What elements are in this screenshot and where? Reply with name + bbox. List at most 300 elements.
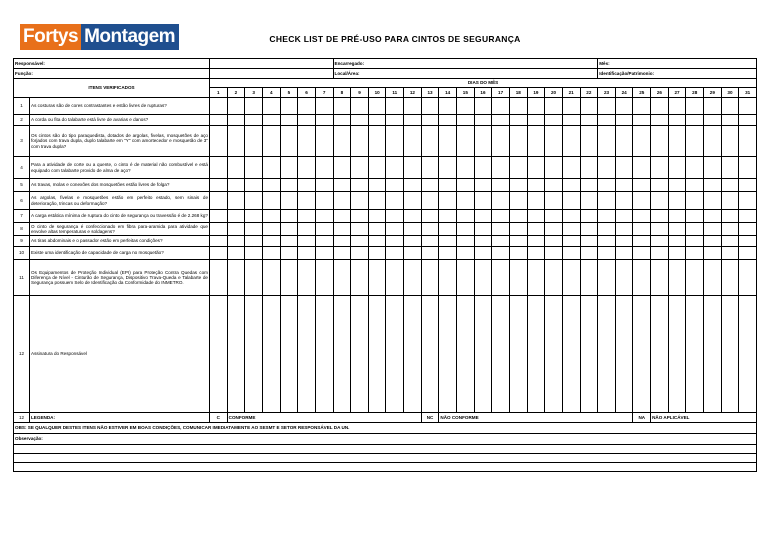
check-cell[interactable] <box>562 192 580 210</box>
check-cell[interactable] <box>527 126 545 157</box>
check-cell[interactable] <box>545 192 563 210</box>
check-cell[interactable] <box>368 192 386 210</box>
check-cell[interactable] <box>633 179 651 192</box>
check-cell[interactable] <box>545 126 563 157</box>
check-cell[interactable] <box>315 179 333 192</box>
check-cell[interactable] <box>615 223 633 236</box>
check-cell[interactable] <box>686 236 704 247</box>
check-cell[interactable] <box>227 210 245 223</box>
check-cell[interactable] <box>633 192 651 210</box>
check-cell[interactable] <box>315 157 333 179</box>
check-cell[interactable] <box>333 210 351 223</box>
check-cell[interactable] <box>598 296 616 413</box>
check-cell[interactable] <box>721 179 739 192</box>
check-cell[interactable] <box>404 236 422 247</box>
check-cell[interactable] <box>439 126 457 157</box>
check-cell[interactable] <box>280 157 298 179</box>
check-cell[interactable] <box>386 179 404 192</box>
check-cell[interactable] <box>739 115 757 126</box>
check-cell[interactable] <box>421 157 439 179</box>
check-cell[interactable] <box>457 157 475 179</box>
check-cell[interactable] <box>386 236 404 247</box>
check-cell[interactable] <box>280 98 298 115</box>
check-cell[interactable] <box>227 192 245 210</box>
check-cell[interactable] <box>210 157 228 179</box>
check-cell[interactable] <box>474 236 492 247</box>
check-cell[interactable] <box>439 247 457 260</box>
check-cell[interactable] <box>492 296 510 413</box>
check-cell[interactable] <box>457 296 475 413</box>
check-cell[interactable] <box>262 126 280 157</box>
check-cell[interactable] <box>421 223 439 236</box>
check-cell[interactable] <box>368 296 386 413</box>
check-cell[interactable] <box>651 210 669 223</box>
check-cell[interactable] <box>333 157 351 179</box>
check-cell[interactable] <box>351 192 369 210</box>
check-cell[interactable] <box>262 115 280 126</box>
check-cell[interactable] <box>298 98 316 115</box>
check-cell[interactable] <box>686 296 704 413</box>
check-cell[interactable] <box>457 115 475 126</box>
check-cell[interactable] <box>704 236 722 247</box>
check-cell[interactable] <box>386 126 404 157</box>
check-cell[interactable] <box>598 157 616 179</box>
check-cell[interactable] <box>580 126 598 157</box>
check-cell[interactable] <box>580 179 598 192</box>
check-cell[interactable] <box>351 296 369 413</box>
check-cell[interactable] <box>280 247 298 260</box>
check-cell[interactable] <box>227 98 245 115</box>
check-cell[interactable] <box>262 223 280 236</box>
check-cell[interactable] <box>262 157 280 179</box>
check-cell[interactable] <box>492 192 510 210</box>
check-cell[interactable] <box>280 179 298 192</box>
check-cell[interactable] <box>351 98 369 115</box>
check-cell[interactable] <box>210 260 228 296</box>
check-cell[interactable] <box>351 157 369 179</box>
check-cell[interactable] <box>721 223 739 236</box>
check-cell[interactable] <box>298 179 316 192</box>
check-cell[interactable] <box>404 296 422 413</box>
check-cell[interactable] <box>210 210 228 223</box>
check-cell[interactable] <box>651 98 669 115</box>
check-cell[interactable] <box>333 192 351 210</box>
check-cell[interactable] <box>421 210 439 223</box>
check-cell[interactable] <box>668 210 686 223</box>
check-cell[interactable] <box>545 115 563 126</box>
check-cell[interactable] <box>386 260 404 296</box>
check-cell[interactable] <box>227 179 245 192</box>
check-cell[interactable] <box>280 210 298 223</box>
check-cell[interactable] <box>739 157 757 179</box>
check-cell[interactable] <box>492 260 510 296</box>
check-cell[interactable] <box>245 260 263 296</box>
check-cell[interactable] <box>457 223 475 236</box>
check-cell[interactable] <box>280 296 298 413</box>
check-cell[interactable] <box>280 192 298 210</box>
check-cell[interactable] <box>227 247 245 260</box>
check-cell[interactable] <box>615 179 633 192</box>
check-cell[interactable] <box>457 192 475 210</box>
check-cell[interactable] <box>492 157 510 179</box>
check-cell[interactable] <box>562 98 580 115</box>
check-cell[interactable] <box>333 179 351 192</box>
check-cell[interactable] <box>739 236 757 247</box>
check-cell[interactable] <box>527 98 545 115</box>
check-cell[interactable] <box>368 260 386 296</box>
check-cell[interactable] <box>421 115 439 126</box>
check-cell[interactable] <box>386 157 404 179</box>
check-cell[interactable] <box>333 223 351 236</box>
check-cell[interactable] <box>262 296 280 413</box>
check-cell[interactable] <box>457 210 475 223</box>
check-cell[interactable] <box>386 296 404 413</box>
check-cell[interactable] <box>721 98 739 115</box>
check-cell[interactable] <box>598 223 616 236</box>
check-cell[interactable] <box>545 296 563 413</box>
check-cell[interactable] <box>545 157 563 179</box>
check-cell[interactable] <box>245 223 263 236</box>
check-cell[interactable] <box>368 247 386 260</box>
check-cell[interactable] <box>668 179 686 192</box>
check-cell[interactable] <box>262 179 280 192</box>
check-cell[interactable] <box>404 247 422 260</box>
check-cell[interactable] <box>262 247 280 260</box>
check-cell[interactable] <box>509 157 527 179</box>
check-cell[interactable] <box>210 296 228 413</box>
check-cell[interactable] <box>474 192 492 210</box>
check-cell[interactable] <box>739 260 757 296</box>
check-cell[interactable] <box>457 260 475 296</box>
check-cell[interactable] <box>668 223 686 236</box>
blank-line[interactable] <box>14 454 757 463</box>
check-cell[interactable] <box>351 210 369 223</box>
check-cell[interactable] <box>333 115 351 126</box>
check-cell[interactable] <box>245 247 263 260</box>
check-cell[interactable] <box>527 260 545 296</box>
check-cell[interactable] <box>668 98 686 115</box>
check-cell[interactable] <box>368 126 386 157</box>
check-cell[interactable] <box>615 296 633 413</box>
check-cell[interactable] <box>739 192 757 210</box>
check-cell[interactable] <box>439 98 457 115</box>
check-cell[interactable] <box>404 223 422 236</box>
check-cell[interactable] <box>509 296 527 413</box>
check-cell[interactable] <box>580 296 598 413</box>
check-cell[interactable] <box>651 179 669 192</box>
check-cell[interactable] <box>474 179 492 192</box>
check-cell[interactable] <box>598 210 616 223</box>
check-cell[interactable] <box>686 247 704 260</box>
check-cell[interactable] <box>509 210 527 223</box>
check-cell[interactable] <box>633 223 651 236</box>
check-cell[interactable] <box>651 223 669 236</box>
check-cell[interactable] <box>633 98 651 115</box>
check-cell[interactable] <box>509 236 527 247</box>
check-cell[interactable] <box>668 260 686 296</box>
check-cell[interactable] <box>704 223 722 236</box>
check-cell[interactable] <box>245 115 263 126</box>
check-cell[interactable] <box>457 126 475 157</box>
check-cell[interactable] <box>721 247 739 260</box>
check-cell[interactable] <box>262 236 280 247</box>
check-cell[interactable] <box>333 247 351 260</box>
check-cell[interactable] <box>439 236 457 247</box>
check-cell[interactable] <box>739 126 757 157</box>
check-cell[interactable] <box>686 157 704 179</box>
identificacao-field[interactable]: Identificação/Patrimonio: <box>598 69 757 79</box>
check-cell[interactable] <box>421 247 439 260</box>
check-cell[interactable] <box>439 179 457 192</box>
check-cell[interactable] <box>633 260 651 296</box>
local-field[interactable]: Local/Área: <box>333 69 598 79</box>
check-cell[interactable] <box>686 223 704 236</box>
check-cell[interactable] <box>210 247 228 260</box>
check-cell[interactable] <box>368 210 386 223</box>
check-cell[interactable] <box>580 192 598 210</box>
check-cell[interactable] <box>721 157 739 179</box>
check-cell[interactable] <box>686 98 704 115</box>
check-cell[interactable] <box>315 247 333 260</box>
check-cell[interactable] <box>439 210 457 223</box>
check-cell[interactable] <box>704 296 722 413</box>
check-cell[interactable] <box>474 210 492 223</box>
check-cell[interactable] <box>598 115 616 126</box>
responsavel-value[interactable] <box>210 59 334 69</box>
check-cell[interactable] <box>386 247 404 260</box>
check-cell[interactable] <box>210 179 228 192</box>
check-cell[interactable] <box>262 192 280 210</box>
check-cell[interactable] <box>739 98 757 115</box>
check-cell[interactable] <box>227 126 245 157</box>
check-cell[interactable] <box>386 223 404 236</box>
check-cell[interactable] <box>262 98 280 115</box>
check-cell[interactable] <box>721 126 739 157</box>
check-cell[interactable] <box>562 179 580 192</box>
check-cell[interactable] <box>704 192 722 210</box>
check-cell[interactable] <box>298 192 316 210</box>
check-cell[interactable] <box>351 115 369 126</box>
check-cell[interactable] <box>615 126 633 157</box>
check-cell[interactable] <box>315 126 333 157</box>
check-cell[interactable] <box>386 192 404 210</box>
check-cell[interactable] <box>492 210 510 223</box>
check-cell[interactable] <box>210 126 228 157</box>
check-cell[interactable] <box>474 115 492 126</box>
check-cell[interactable] <box>368 236 386 247</box>
check-cell[interactable] <box>315 192 333 210</box>
check-cell[interactable] <box>404 115 422 126</box>
check-cell[interactable] <box>333 296 351 413</box>
check-cell[interactable] <box>474 223 492 236</box>
check-cell[interactable] <box>298 210 316 223</box>
check-cell[interactable] <box>580 236 598 247</box>
check-cell[interactable] <box>492 236 510 247</box>
check-cell[interactable] <box>615 192 633 210</box>
check-cell[interactable] <box>421 98 439 115</box>
check-cell[interactable] <box>457 98 475 115</box>
check-cell[interactable] <box>633 296 651 413</box>
check-cell[interactable] <box>298 223 316 236</box>
check-cell[interactable] <box>651 260 669 296</box>
check-cell[interactable] <box>721 192 739 210</box>
check-cell[interactable] <box>404 157 422 179</box>
check-cell[interactable] <box>474 126 492 157</box>
check-cell[interactable] <box>404 179 422 192</box>
check-cell[interactable] <box>245 210 263 223</box>
check-cell[interactable] <box>562 247 580 260</box>
check-cell[interactable] <box>651 296 669 413</box>
check-cell[interactable] <box>492 126 510 157</box>
check-cell[interactable] <box>562 157 580 179</box>
check-cell[interactable] <box>704 260 722 296</box>
check-cell[interactable] <box>509 192 527 210</box>
check-cell[interactable] <box>492 247 510 260</box>
check-cell[interactable] <box>245 236 263 247</box>
check-cell[interactable] <box>739 179 757 192</box>
check-cell[interactable] <box>651 126 669 157</box>
check-cell[interactable] <box>421 126 439 157</box>
check-cell[interactable] <box>474 296 492 413</box>
check-cell[interactable] <box>315 115 333 126</box>
check-cell[interactable] <box>351 260 369 296</box>
check-cell[interactable] <box>351 179 369 192</box>
check-cell[interactable] <box>615 236 633 247</box>
check-cell[interactable] <box>562 115 580 126</box>
funcao-value[interactable] <box>210 69 334 79</box>
check-cell[interactable] <box>492 223 510 236</box>
check-cell[interactable] <box>492 115 510 126</box>
blank-line[interactable] <box>14 463 757 472</box>
check-cell[interactable] <box>668 126 686 157</box>
check-cell[interactable] <box>404 260 422 296</box>
check-cell[interactable] <box>527 247 545 260</box>
check-cell[interactable] <box>668 157 686 179</box>
check-cell[interactable] <box>721 115 739 126</box>
check-cell[interactable] <box>227 115 245 126</box>
check-cell[interactable] <box>421 236 439 247</box>
check-cell[interactable] <box>598 236 616 247</box>
check-cell[interactable] <box>210 236 228 247</box>
responsavel-field[interactable]: Responsável: <box>14 59 210 69</box>
check-cell[interactable] <box>545 247 563 260</box>
check-cell[interactable] <box>580 247 598 260</box>
check-cell[interactable] <box>562 260 580 296</box>
check-cell[interactable] <box>298 236 316 247</box>
check-cell[interactable] <box>509 223 527 236</box>
check-cell[interactable] <box>527 210 545 223</box>
check-cell[interactable] <box>315 260 333 296</box>
check-cell[interactable] <box>210 223 228 236</box>
check-cell[interactable] <box>227 236 245 247</box>
check-cell[interactable] <box>315 98 333 115</box>
check-cell[interactable] <box>421 179 439 192</box>
observacao-field[interactable]: Observação: <box>14 434 757 445</box>
check-cell[interactable] <box>633 126 651 157</box>
check-cell[interactable] <box>210 192 228 210</box>
check-cell[interactable] <box>598 98 616 115</box>
check-cell[interactable] <box>509 260 527 296</box>
check-cell[interactable] <box>368 179 386 192</box>
check-cell[interactable] <box>615 98 633 115</box>
check-cell[interactable] <box>457 179 475 192</box>
check-cell[interactable] <box>298 296 316 413</box>
check-cell[interactable] <box>651 247 669 260</box>
check-cell[interactable] <box>280 223 298 236</box>
check-cell[interactable] <box>333 126 351 157</box>
check-cell[interactable] <box>651 192 669 210</box>
check-cell[interactable] <box>474 260 492 296</box>
check-cell[interactable] <box>721 296 739 413</box>
check-cell[interactable] <box>457 236 475 247</box>
check-cell[interactable] <box>686 115 704 126</box>
check-cell[interactable] <box>245 179 263 192</box>
check-cell[interactable] <box>351 247 369 260</box>
check-cell[interactable] <box>333 98 351 115</box>
check-cell[interactable] <box>704 210 722 223</box>
check-cell[interactable] <box>721 236 739 247</box>
check-cell[interactable] <box>368 157 386 179</box>
check-cell[interactable] <box>633 115 651 126</box>
check-cell[interactable] <box>509 126 527 157</box>
check-cell[interactable] <box>386 98 404 115</box>
check-cell[interactable] <box>280 236 298 247</box>
check-cell[interactable] <box>439 115 457 126</box>
check-cell[interactable] <box>562 236 580 247</box>
check-cell[interactable] <box>562 210 580 223</box>
blank-line[interactable] <box>14 445 757 454</box>
check-cell[interactable] <box>280 115 298 126</box>
check-cell[interactable] <box>562 296 580 413</box>
check-cell[interactable] <box>439 223 457 236</box>
check-cell[interactable] <box>333 260 351 296</box>
check-cell[interactable] <box>739 296 757 413</box>
check-cell[interactable] <box>404 126 422 157</box>
check-cell[interactable] <box>227 260 245 296</box>
check-cell[interactable] <box>668 236 686 247</box>
check-cell[interactable] <box>598 260 616 296</box>
check-cell[interactable] <box>421 260 439 296</box>
check-cell[interactable] <box>210 98 228 115</box>
check-cell[interactable] <box>298 247 316 260</box>
check-cell[interactable] <box>298 126 316 157</box>
check-cell[interactable] <box>527 115 545 126</box>
check-cell[interactable] <box>668 247 686 260</box>
check-cell[interactable] <box>421 296 439 413</box>
check-cell[interactable] <box>262 210 280 223</box>
check-cell[interactable] <box>333 236 351 247</box>
check-cell[interactable] <box>315 223 333 236</box>
check-cell[interactable] <box>509 115 527 126</box>
check-cell[interactable] <box>651 236 669 247</box>
check-cell[interactable] <box>368 98 386 115</box>
check-cell[interactable] <box>210 115 228 126</box>
check-cell[interactable] <box>527 296 545 413</box>
check-cell[interactable] <box>615 210 633 223</box>
check-cell[interactable] <box>404 192 422 210</box>
check-cell[interactable] <box>245 98 263 115</box>
check-cell[interactable] <box>527 223 545 236</box>
check-cell[interactable] <box>704 115 722 126</box>
check-cell[interactable] <box>474 247 492 260</box>
check-cell[interactable] <box>633 210 651 223</box>
check-cell[interactable] <box>545 210 563 223</box>
check-cell[interactable] <box>545 98 563 115</box>
check-cell[interactable] <box>474 98 492 115</box>
check-cell[interactable] <box>527 236 545 247</box>
check-cell[interactable] <box>351 126 369 157</box>
check-cell[interactable] <box>245 192 263 210</box>
